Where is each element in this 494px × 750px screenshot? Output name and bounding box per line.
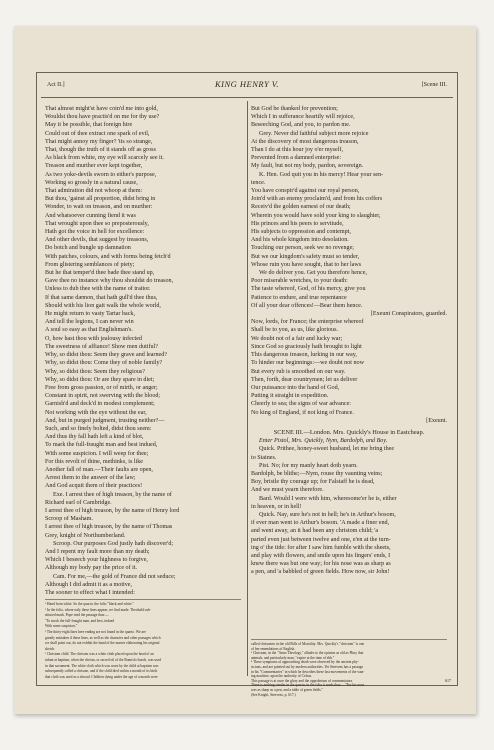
- running-header: [37, 79, 457, 93]
- verse-line: You have conspir'd against our royal person,: [251, 188, 360, 195]
- verse-line: Such, and so finely bolted, didst thou seem:: [45, 425, 152, 432]
- verse-line: But thou, 'gainst all proportion, didst bring in: [45, 196, 156, 203]
- verse-line: Of all your dear offences!—Bear them hence.: [251, 302, 363, 309]
- verse-line: But he that temper'd thee bade thee stand up,: [45, 270, 155, 277]
- verse-line: This dangerous treason, lurking in our way,: [251, 352, 357, 359]
- verse-line: Another fall of man.—Their faults are open,: [45, 466, 153, 473]
- book-page: [14, 26, 476, 714]
- verse-line: Why, so didst thou: Or are they spare in diet;: [45, 376, 155, 383]
- footnote-line: called chrisomes in the old Bills of Mortality. Mrs. Quickly's "christom" is one: [251, 642, 365, 646]
- verse-line: We doubt not of a fair and lucky war;: [251, 335, 343, 342]
- verse-line: The sweetness of affiance! Show men dutiful?: [45, 343, 158, 350]
- verse-line: As two yoke-devils sworn to either's purpose,: [45, 171, 157, 178]
- verse-line: But God be thanked for prevention;: [251, 106, 338, 112]
- verse-line: From glistering semblances of piety;: [45, 261, 135, 268]
- verse-line: To mark the full-fraught man and best indued,: [45, 442, 158, 449]
- stage-direction: Enter Pistol, Mrs. Quickly, Nym, Bardolph, and Boy.: [259, 438, 388, 445]
- verse-line: With patches, colours, and with forms being fetch'd: [45, 253, 171, 260]
- verse-line: As black from white, my eye will scarcely see it.: [45, 155, 164, 162]
- page-number: 617: [445, 678, 451, 683]
- text-frame: [36, 72, 458, 697]
- verse-line: Since God so graciously hath brought to light: [251, 343, 362, 350]
- verse-line: Which I in sufferance heartily will rejoice,: [251, 114, 355, 121]
- verse-line: Richard earl of Cambridge.: [45, 499, 112, 506]
- verse-line: Beseeching God, and you, to pardon me.: [251, 122, 351, 129]
- verse-line: His princes and his peers to servitude,: [251, 220, 344, 227]
- verse-line: Should with his lion gait walk the whole world,: [45, 302, 161, 309]
- verse-line: Gave thee no instance why thou shouldst do treason,: [45, 278, 174, 285]
- verse-line: K. Hen. God quit you in his mercy! Hear your sen-: [259, 171, 384, 178]
- dialogue-line: Bardolph, be blithe;—Nym, rouse thy vaunting veins;: [251, 470, 383, 477]
- verse-line: His subjects to oppression and contempt,: [251, 229, 351, 236]
- dialogue-line: in heaven, or in hell!: [251, 503, 302, 510]
- footnote-line: in his "Commentaries" in which he describes these last movements of the wan-: [251, 669, 365, 674]
- dialogue-line: Bard. Would I were with him, wheresome'er he is, either: [259, 495, 397, 502]
- verse-line: But every rub is smoothed on our way.: [251, 368, 346, 375]
- footnote-line: that cloth was used as a shroud. Children dying under the age of a month were: [45, 674, 158, 679]
- verse-line: [Exeunt Conspirators, guarded.: [370, 311, 447, 318]
- verse-line: Then, forth, dear countrymen; let us deliver: [251, 376, 358, 383]
- verse-line: tence.: [251, 179, 266, 186]
- footnote-line: ¹ The thirty-eight lines here ending are not found in the quarto. We are: [45, 629, 146, 634]
- verse-line: The taste whereof, God, of his mercy, give you: [251, 286, 366, 293]
- verse-line: Although I did admit it as a motive,: [45, 581, 132, 588]
- verse-line: A soul so easy as that Englishman's.: [45, 327, 133, 334]
- header-rule: [41, 97, 453, 98]
- dialogue-line: Pist. No; for my manly heart doth yearn.: [259, 462, 358, 469]
- verse-line: We do deliver you. Get you therefore hence,: [259, 270, 367, 277]
- dialogue-line: ing o' the tide: for after I saw him fumble with the sheets,: [251, 544, 391, 551]
- verse-line: Constant in spirit, not swerving with the blood;: [45, 393, 161, 400]
- verse-line: Scroop of Masham.: [45, 516, 93, 523]
- footnote-line: With some suspicion.": [45, 624, 78, 629]
- verse-line: Why, so didst thou: Seem they grave and learned?: [45, 352, 167, 359]
- page-title: KING HENRY V.: [214, 79, 280, 89]
- dialogue-line: parted even just between twelve and one, e'en at the turn-: [251, 536, 391, 543]
- verse-line: And other devils, that suggest by treasons,: [45, 237, 149, 244]
- verse-line: Do botch and bungle up damnation: [45, 245, 131, 252]
- footnote-line: ⁴ These symptoms of approaching death were observed by the ancient phy-: [251, 660, 359, 665]
- dialogue-line: a pen, and 'a babbled of green fields. How now, sir John!: [251, 569, 390, 576]
- verse-line: Join'd with an enemy proclaim'd, and from his coffers: [251, 196, 383, 203]
- act-label: Act II.]: [47, 82, 65, 88]
- verse-line: Garnish'd and deck'd in modest complement;: [45, 401, 155, 408]
- verse-line: And tell the legions, I can never win: [45, 319, 134, 326]
- column-divider: [247, 101, 248, 676]
- verse-line: Exe. I arrest thee of high treason, by the name of: [53, 491, 172, 498]
- footnote-line: "To mock the full-fraught man, and best, indued: [45, 618, 115, 623]
- verse-line: Wouldst thou have practis'd on me for thy use?: [45, 114, 160, 121]
- dialogue-line: Quick. Prithee, honey-sweet husband, let me bring thee: [259, 446, 395, 453]
- verse-line: Than I do at this hour joy o'er myself,: [251, 147, 343, 154]
- verse-line: Not working with the eye without the ear,: [45, 409, 147, 416]
- scene-heading: SCENE III.—London. Mrs. Quickly's House in Eastcheap.: [273, 428, 425, 436]
- footnote-line: ing machine, upon the authority of Celsus.: [251, 674, 313, 679]
- footnote-line: ² Christom child. The chrisom was a white cloth placed upon the head of an: [45, 652, 154, 657]
- verse-line: Grey. Never did faithful subject more rejoice: [259, 130, 369, 137]
- left-text-column: [45, 105, 241, 595]
- verse-line: Patience to endure, and true repentance: [251, 294, 347, 301]
- verse-line: I arrest thee of high treason, by the name of Henry lord: [45, 507, 180, 514]
- verse-line: That wrought upon thee so preposterously,: [45, 220, 149, 227]
- scene-label: [Scene III.: [421, 82, 447, 88]
- footnote-line: subsequently called a chrisom, and if the child died within a month of its birth: [45, 669, 158, 674]
- footnote-line: sicians, and are pointed out by modern authorities. Yet Steevens has a passage: [251, 664, 364, 669]
- verse-line: Although my body pay the price of it.: [45, 565, 138, 572]
- dialogue-line: Quick. Nay, sure he's not in hell; he's in Arthur's bosom,: [259, 511, 396, 518]
- verse-line: Touching our person, seek we no revenge;: [251, 245, 354, 252]
- footnote-line: we shall point out, do not exhibit the hand of the master elaborating his original: [45, 641, 160, 646]
- verse-line: Why, so didst thou: Come they of noble family?: [45, 360, 163, 367]
- dialogue-line: and went away, an it had been any christom child; 'a: [251, 528, 379, 535]
- verse-line: Scroop. Our purposes God justly hath discover'd;: [53, 540, 174, 547]
- verse-line: That, though the truth of it stands off as gross: [45, 147, 156, 154]
- dialogue-line: to Staines.: [251, 454, 277, 461]
- verse-line: [Exeunt.: [426, 417, 447, 424]
- footnote-line: stituted mark. Pope read the passage thus:—: [45, 613, 109, 618]
- verse-line: Unless to dub thee with the name of traitor.: [45, 286, 151, 293]
- verse-line: At the discovery of most dangerous treason,: [251, 138, 359, 145]
- verse-line: Hath got the voice in hell for excellence:: [45, 229, 145, 236]
- footnote-line: greatly mistaken if these lines, as well as the character and other passages which: [45, 635, 161, 640]
- verse-line: Shall be to you, as us, like glorious.: [251, 327, 338, 334]
- footnote-line: (See Knight, Steevens, p. 617.): [251, 692, 296, 697]
- verse-line: The sooner to effect what I intended:: [45, 589, 135, 596]
- verse-line: Why, so didst thou: Seem they religious?: [45, 368, 145, 375]
- verse-line: And, but in purged judgment, trusting neither?—: [45, 417, 165, 424]
- verse-line: Whose ruin you have sought, that to her laws: [251, 261, 362, 268]
- verse-line: That might annoy my finger? 'tis so strange,: [45, 138, 153, 145]
- verse-line: And his whole kingdom into desolation.: [251, 237, 349, 244]
- verse-line: And God acquit them of their practices!: [45, 483, 143, 490]
- verse-line: Prevented from a damned enterprise:: [251, 155, 342, 162]
- verse-line: May it be possible, that foreign hire: [45, 122, 133, 129]
- footnote-line: was as sharp as a pen, and a table of green fields.": [251, 687, 324, 692]
- footnotes-left: [45, 599, 241, 684]
- footnote-line: sketch.: [45, 646, 56, 651]
- footnotes-right: [251, 639, 447, 697]
- verse-line: Now, lords, for France; the enterprise whereof: [251, 319, 364, 326]
- verse-line: Receiv'd the golden earnest of our death;: [251, 204, 351, 211]
- verse-line: Putting it straight in expedition.: [251, 393, 329, 400]
- verse-line: For this revolt of thine, methinks, is like: [45, 458, 143, 465]
- verse-line: I arrest thee of high treason, by the name of Thomas: [45, 524, 173, 531]
- verse-line: That admiration did not whoop at them:: [45, 188, 143, 195]
- verse-line: My fault, but not my body, pardon, sovereign.: [251, 163, 364, 170]
- verse-line: Grey, knight of Northumberland.: [45, 532, 126, 539]
- verse-line: And whatsoever cunning fiend it was: [45, 212, 136, 219]
- footnote-line: infant at baptism, when the chrism, or sacred oil of the Romish church, was used: [45, 657, 162, 662]
- footnote-line: ¹ Hand from white. So the quarto; the folio "black and white.": [45, 602, 134, 606]
- dialogue-line: if ever man went to Arthur's bosom. 'A made a finer end,: [251, 520, 390, 527]
- verse-line: That almost might'st have coin'd me into gold,: [45, 106, 158, 112]
- footnote-line: of her emendations of English.: [251, 646, 296, 651]
- footnote-line: ³ Christom, in the "Anno Theology," alludes to the opinion as old as Pliny that: [251, 651, 364, 656]
- footnote-line: This passage is at once the glory and the opprobrium of commentators.: [251, 678, 353, 683]
- verse-line: Treason and murther ever kept together,: [45, 163, 143, 170]
- verse-line: Could out of thee extract one spark of evil,: [45, 130, 150, 137]
- verse-line: Which I beseech your highness to forgive,: [45, 557, 148, 564]
- verse-line: And I repent my fault more than my death;: [45, 548, 150, 555]
- verse-line: Wherein you would have sold your king to slaughter,: [251, 212, 381, 219]
- verse-line: No king of England, if not king of France.: [251, 409, 354, 416]
- dialogue-line: and play with flowers, and smile upon his fingers' ends, I: [251, 552, 391, 559]
- verse-line: Poor miserable wretches, to your death:: [251, 278, 348, 285]
- verse-line: Cheerly to sea; the signs of war advance:: [251, 401, 352, 408]
- footnote-line: in that sacrament. The white cloth which was worn by the child at baptism was: [45, 663, 159, 668]
- verse-line: And thus thy fall hath left a kind of blot,: [45, 434, 144, 441]
- dialogue-line: Boy, bristle thy courage up; for Falstaff he is dead,: [251, 479, 375, 486]
- verse-line: Cam. For me,—the gold of France did not seduce;: [53, 573, 176, 580]
- verse-line: But we our kingdom's safety must so tender,: [251, 253, 360, 260]
- verse-line: O, how hast thou with jealousy infected: [45, 335, 142, 342]
- verse-line: He might return to vasty Tartar back,: [45, 311, 135, 318]
- dialogue-line: knew there was but one way; for his nose was as sharp as: [251, 561, 391, 568]
- footnote-line: animals, and particularly man, "expire at the time of ebb.": [251, 655, 335, 660]
- verse-line: Wonder, to wait on treason, and on murther:: [45, 204, 153, 211]
- verse-line: Our puissance into the hand of God,: [251, 384, 340, 391]
- verse-line: If that same dæmon, that hath gull'd thee thus,: [45, 294, 158, 301]
- verse-line: Working so grossly in a natural cause,: [45, 179, 138, 186]
- verse-line: With some suspicion. I will weep for thee;: [45, 450, 149, 457]
- verse-line: Free from gross passion, or of mirth, or anger;: [45, 384, 158, 391]
- right-text-column: [251, 105, 447, 673]
- footnote-line: There is nothing similar in the quarto; in the folio it reads thus:—"For his nose: [251, 683, 365, 688]
- dialogue-line: And we must yearn therefore.: [251, 487, 324, 494]
- verse-line: Arrest them to the answer of the law;: [45, 475, 136, 482]
- footnote-line: ² In the folio, where only these lines appear, we find made. Theobald sub-: [45, 607, 151, 612]
- verse-line: To hinder our beginnings:—we doubt not now: [251, 360, 364, 367]
